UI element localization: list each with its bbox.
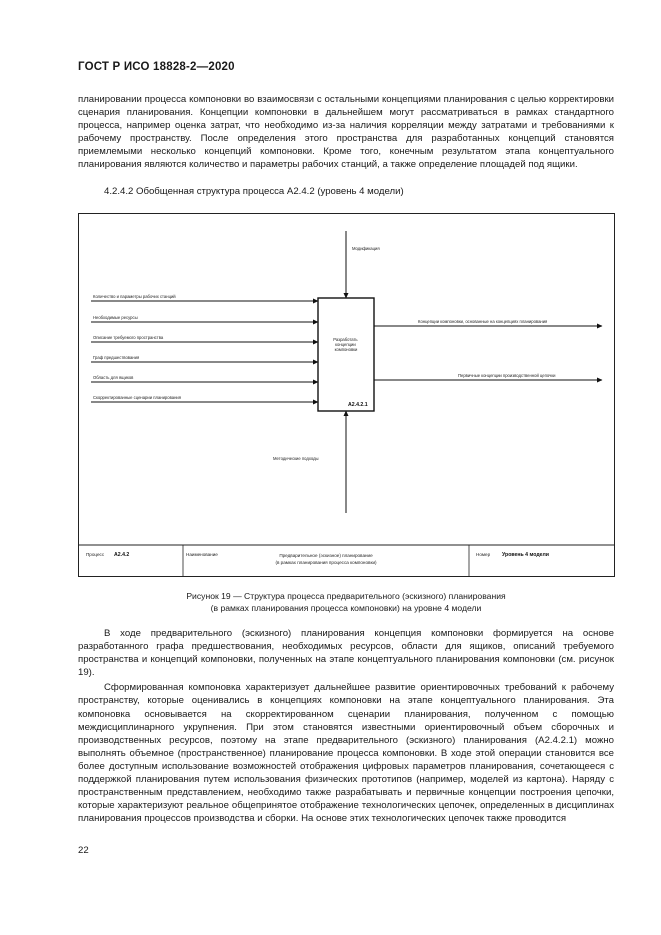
- page-number: 22: [78, 845, 89, 856]
- footer-name-line-1: Предварительное (эскизное) планирование: [279, 553, 373, 558]
- activity-box-label-line-1: Разработать: [333, 337, 358, 342]
- control-label: Модификация: [352, 246, 380, 251]
- footer-name-line-2: (в рамках планирования процесса компоновки): [275, 560, 377, 565]
- input-label-2: Необходимые ресурсы: [93, 315, 138, 320]
- input-label-1: Количество и параметры рабочих станций: [93, 294, 176, 299]
- idef0-diagram-svg: [78, 213, 615, 577]
- activity-box-label: [333, 337, 359, 352]
- subsection-title: 4.2.4.2 Обобщенная структура процесса A2.4.2 (уровень 4 модели): [104, 186, 404, 197]
- figure-caption: [78, 590, 614, 614]
- input-label-4: Граф предшествования: [93, 355, 140, 360]
- footer-number-label: Номер: [476, 552, 491, 557]
- activity-box-label-line-3: компоновки: [334, 347, 358, 352]
- figure-caption-line-1: Рисунок 19 — Структура процесса предварительного (эскизного) планирования: [186, 591, 506, 601]
- footer-node-label: Процесс: [86, 552, 105, 557]
- paragraph-3: Сформированная компоновка характеризует дальнейшее развитие ориентировочных требований к рабочему пространству, которые оценивались в концепциях компоновки на этапе концептуального планирования. Эта компоновка основывается на скорректированном сценарии планирования, полученном с помощью междисциплинарного укрупнения. При этом становятся известными ориентировочный объем сборочных и производственных ресурсов, поэтому на этапе предварительного (эскизного) планирования (A2.4.2.1) можно выполнять объемное (пространственное) планирование процесса компоновки. В ходе этой операции становится все более доступным использование возможностей отображения цифровых параметров планирования, сочетающееся с поддержкой планирования путем использования физических прототипов (например, моделей из картона). Наряду с пространственным представлением, необходимо также разрабатывать и первичные концепции построения цепочки, которые характеризуют реальное общепринятое отображение технологических цепочек, определенных в дисциплинах планирования процессов производства и сборки. На основе этих технологических цепочек также проводится: [78, 682, 614, 825]
- activity-box-id: A2.4.2.1: [348, 402, 368, 408]
- intro-paragraph-text: планировании процесса компоновки во взаимосвязи с остальными концепциями планирования с целью корректировки сценария планирования. Концепции компоновки в дальнейшем могут рассматриваться в рамках стандартного процесса, например оценка затрат, что необходимо из-за наличия корреляции между затратами и требованиями к рабочему пространству. После определения этого пространства для разработанных концепций становятся приемлемыми несколько концепций компоновки. Кроме того, конечным результатом этапа концептуального планирования являются количество и параметры рабочих станций, а также определение площадей под ящики.: [78, 94, 614, 171]
- input-label-6: Скорректированные сценарии планирования: [93, 395, 182, 400]
- output-label-2: Первичные концепции производственной цепочки: [458, 373, 556, 378]
- figure-caption-line-2: (в рамках планирования процесса компоновки) на уровне 4 модели: [210, 603, 482, 613]
- footer-name-label: Наименование: [186, 552, 218, 557]
- input-label-5: Область для ящиков: [93, 375, 134, 380]
- intro-paragraph: [78, 93, 614, 172]
- footer-node-value: A2.4.2: [114, 552, 130, 558]
- paragraph-2: В ходе предварительного (эскизного) планирования концепция компоновки формируется на основе разработанного графа предшествования, необходимых ресурсов, области для ящиков, описаний требуемого пространства и концепций компоновки, полученных на этапе концептуального планирования компоновки (см. рисунок 19).: [78, 628, 614, 679]
- activity-box: [318, 298, 374, 411]
- document-header: ГОСТ Р ИСО 18828-2—2020: [78, 61, 235, 73]
- footer-number-value: Уровень 4 модели: [502, 552, 549, 558]
- activity-box-label-line-2: концепции: [335, 342, 356, 347]
- input-label-3: Описание требуемого пространства: [93, 335, 164, 340]
- body-text: [78, 627, 614, 825]
- idef0-diagram: [78, 213, 615, 577]
- output-label-1: Концепции компоновки, основанные на концепциях планирования: [418, 319, 548, 324]
- mechanism-label: Методические подходы: [273, 456, 319, 461]
